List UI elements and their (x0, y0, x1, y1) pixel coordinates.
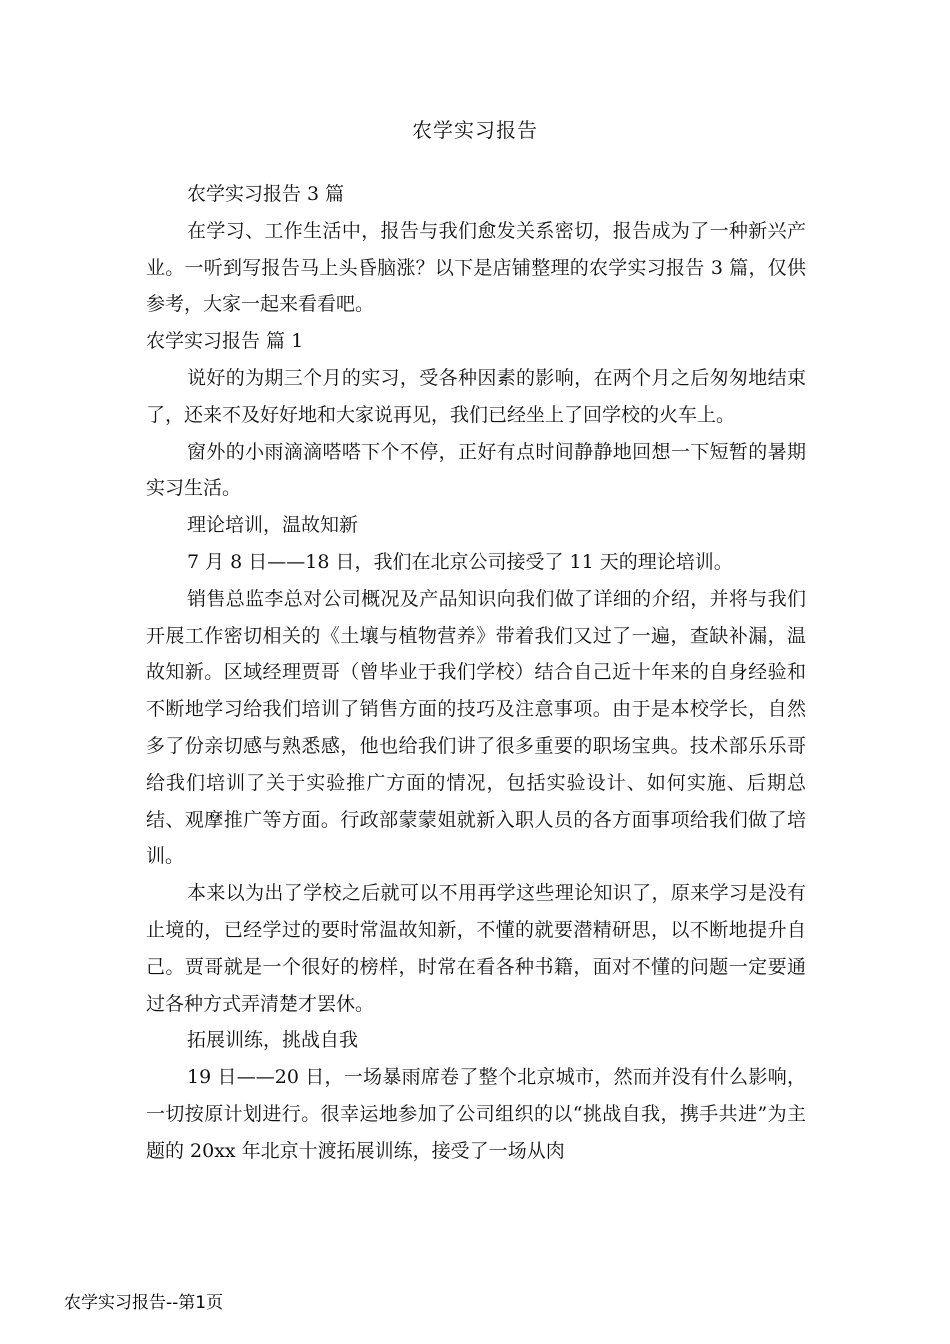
paragraph: 19 日——20 日，一场暴雨席卷了整个北京城市，然而并没有什么影响，一切按原计划进行。很幸运地参加了公司组织的以“挑战自我，携手共进”为主题的 20xx 年北京十渡拓展训练，接受了一场从肉 (146, 1066, 806, 1162)
paragraph: 窗外的小雨滴滴嗒嗒下个不停，正好有点时间静静地回想一下短暂的暑期实习生活。 (146, 440, 806, 500)
subheading: 理论培训，温故知新 (187, 514, 359, 537)
section-heading: 农学实习报告 篇 1 (146, 330, 304, 353)
paragraph: 农学实习报告 3 篇 (187, 183, 345, 205)
document-title: 农学实习报告 (412, 118, 538, 142)
page-footer: 农学实习报告--第1页 (64, 1293, 224, 1313)
paragraph: 在学习、工作生活中，报告与我们愈发关系密切，报告成为了一种新兴产业。一听到写报告马上头昏脑涨？以下是店铺整理的农学实习报告 3 篇，仅供参考，大家一起来看看吧。 (146, 219, 806, 316)
paragraph: 说好的为期三个月的实习，受各种因素的影响，在两个月之后匆匆地结束了，还来不及好好地和大家说再见，我们已经坐上了回学校的火车上。 (146, 366, 806, 426)
document-body (146, 176, 806, 1170)
paragraph: 7 月 8 日——18 日，我们在北京公司接受了 11 天的理论培训。 (187, 550, 733, 573)
paragraph: 本来以为出了学校之后就可以不用再学这些理论知识了，原来学习是没有止境的，已经学过的要时常温故知新，不懂的就要潜精研思，以不断地提升自己。贾哥就是一个很好的榜样，时常在看各种书籍，面对不懂的问题一定要通过各种方式弄清楚才罢休。 (146, 882, 806, 1015)
subheading: 拓展训练，挑战自我 (187, 1029, 359, 1052)
paragraph: 销售总监李总对公司概况及产品知识向我们做了详细的介绍，并将与我们开展工作密切相关的《土壤与植物营养》带着我们又过了一遍，查缺补漏，温故知新。区域经理贾哥（曾毕业于我们学校）结合自己近十年来的自身经验和不断地学习给我们培训了销售方面的技巧及注意事项。由于是本校学长，自然多了份亲切感与熟悉感，他也给我们讲了很多重要的职场宝典。技术部乐乐哥给我们培训了关于实验推广方面的情况，包括实验设计、如何实施、后期总结、观摩推广等方面。行政部蒙蒙姐就新入职人员的各方面事项给我们做了培训。 (146, 587, 806, 868)
